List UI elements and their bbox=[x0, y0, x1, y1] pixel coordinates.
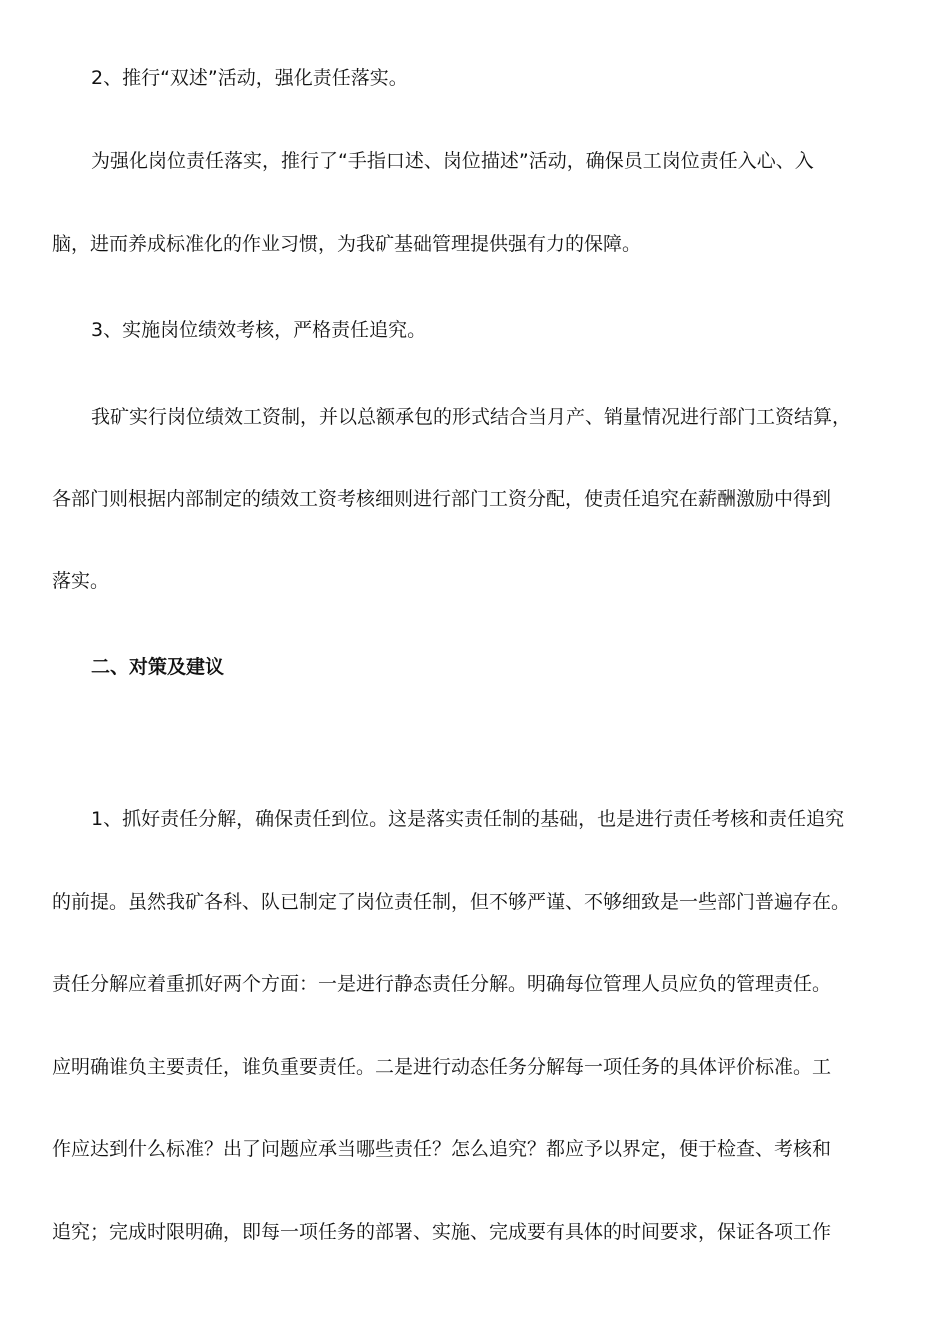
paragraph-line: 作应达到什么标准？出了问题应承当哪些责任？怎么追究？都应予以界定，便于检查、考核和 bbox=[52, 1138, 832, 1160]
paragraph-line: 应明确谁负主要责任，谁负重要责任。二是进行动态任务分解每一项任务的具体评价标准。工 bbox=[52, 1056, 832, 1078]
paragraph-line: 各部门则根据内部制定的绩效工资考核细则进行部门工资分配，使责任追究在薪酬激励中得到 bbox=[52, 488, 832, 510]
paragraph-line: 落实。 bbox=[52, 570, 110, 592]
section-heading: 二、对策及建议 bbox=[91, 656, 225, 678]
paragraph-line: 的前提。虽然我矿各科、队已制定了岗位责任制，但不够严谨、不够细致是一些部门普遍存在。 bbox=[52, 891, 851, 913]
paragraph-line: 为强化岗位责任落实，推行了“手指口述、岗位描述”活动，确保员工岗位责任入心、入 bbox=[91, 150, 814, 172]
paragraph-line: 脑，进而养成标准化的作业习惯，为我矿基础管理提供强有力的保障。 bbox=[52, 233, 642, 255]
paragraph-line: 我矿实行岗位绩效工资制，并以总额承包的形式结合当月产、销量情况进行部门工资结算， bbox=[91, 406, 852, 428]
paragraph-line: 追究；完成时限明确，即每一项任务的部署、实施、完成要有具体的时间要求，保证各项工作 bbox=[52, 1221, 832, 1243]
paragraph-line: 责任分解应着重抓好两个方面：一是进行静态责任分解。明确每位管理人员应负的管理责任。 bbox=[52, 973, 832, 995]
subheading-3: 3、实施岗位绩效考核，严格责任追究。 bbox=[91, 319, 427, 341]
subheading-2: 2、推行“双述”活动，强化责任落实。 bbox=[91, 67, 408, 89]
paragraph-line: 1、抓好责任分解，确保责任到位。这是落实责任制的基础，也是进行责任考核和责任追究 bbox=[91, 808, 845, 830]
